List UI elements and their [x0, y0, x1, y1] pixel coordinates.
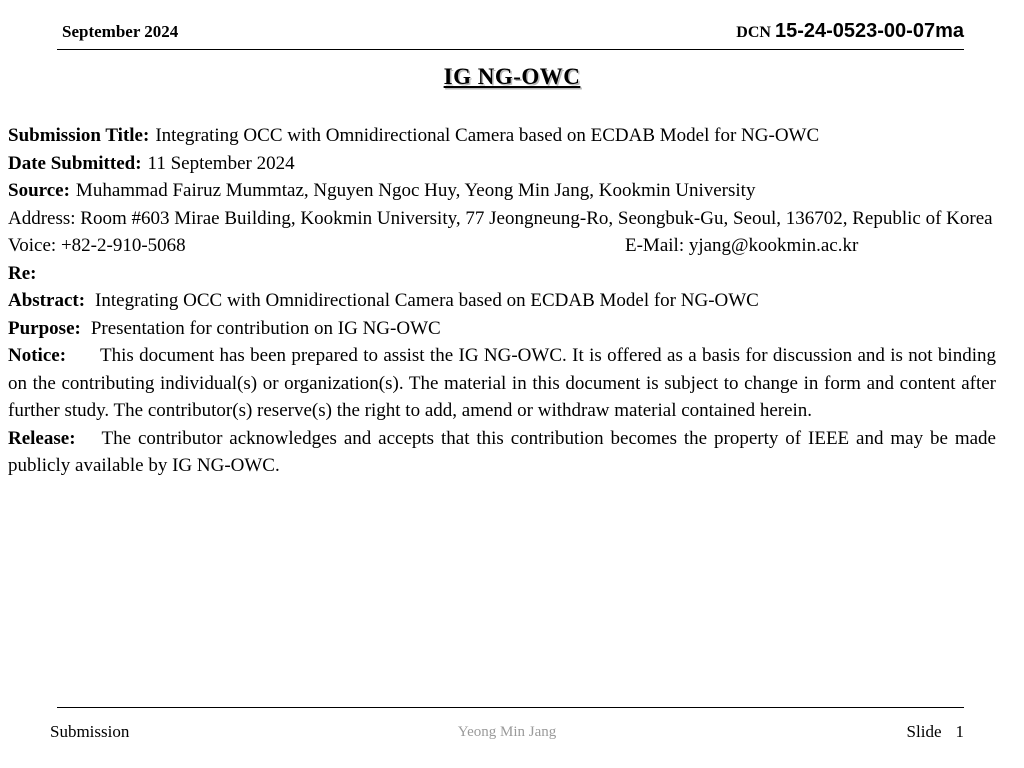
address-line: Address: Room #603 Mirae Building, Kookmin University, 77 Jeongneung-Ro, Seongbuk-Gu, Seoul, 136702, Republic of Korea [8, 207, 993, 229]
header-date: September 2024 [62, 22, 179, 41]
submission-title-line [8, 122, 996, 150]
abstract-label: Abstract: [8, 290, 86, 311]
page-number: 1 [955, 722, 964, 741]
footer-submission: Submission [50, 722, 130, 741]
footer-author: Yeong Min Jang [457, 724, 557, 740]
voice-line [8, 232, 996, 260]
date-submitted-line [8, 150, 996, 178]
source-line [8, 177, 996, 205]
source-label: Source: [8, 180, 70, 201]
page-title: IG NG-OWC [443, 64, 581, 89]
email-value: E-Mail: yjang@kookmin.ac.kr [625, 235, 859, 256]
submission-title-label: Submission Title: [8, 125, 150, 146]
release-label: Release: [8, 427, 76, 449]
notice-paragraph [8, 342, 996, 425]
slide-header [0, 0, 1024, 43]
date-submitted-label: Date Submitted: [8, 152, 142, 174]
re-label: Re: [8, 262, 37, 284]
purpose-label: Purpose: [8, 317, 81, 339]
notice-label: Notice: [8, 345, 67, 366]
header-divider [57, 49, 964, 50]
voice-value: Voice: +82-2-910-5068 [8, 235, 186, 256]
slide-label: Slide [906, 722, 942, 741]
purpose-line [8, 315, 996, 343]
source-value: Muhammad Fairuz Mummtaz, Nguyen Ngoc Huy, Yeong Min Jang, Kookmin University [75, 180, 756, 201]
purpose-value: Presentation for contribution on IG NG-OWC [90, 317, 441, 339]
release-paragraph [8, 425, 996, 480]
abstract-line [8, 287, 996, 315]
dcn-label: DCN [736, 24, 775, 41]
footer-divider [57, 707, 964, 708]
slide-body [0, 122, 1024, 480]
header-dcn [736, 20, 964, 43]
submission-title-value: Integrating OCC with Omnidirectional Camera based on ECDAB Model for NG-OWC [155, 125, 820, 146]
release-text: The contributor acknowledges and accepts that this contribution becomes the property of IEEE and may be made publicly available by IG NG-OWC. [8, 427, 996, 476]
re-line [8, 260, 996, 288]
dcn-number: 15-24-0523-00-07ma [774, 20, 964, 42]
date-submitted-value: 11 September 2024 [147, 152, 295, 174]
abstract-value: Integrating OCC with Omnidirectional Camera based on ECDAB Model for NG-OWC [95, 290, 759, 311]
slide-footer [50, 722, 964, 742]
notice-text: This document has been prepared to assist the IG NG-OWC. It is offered as a basis for discussion and is not binding on the contributing individual(s) or organization(s). The material in this document is subject to change in form and content after further study. The contributor(s) reserve(s) the right to add, amend or withdraw material contained herein. [8, 345, 996, 421]
